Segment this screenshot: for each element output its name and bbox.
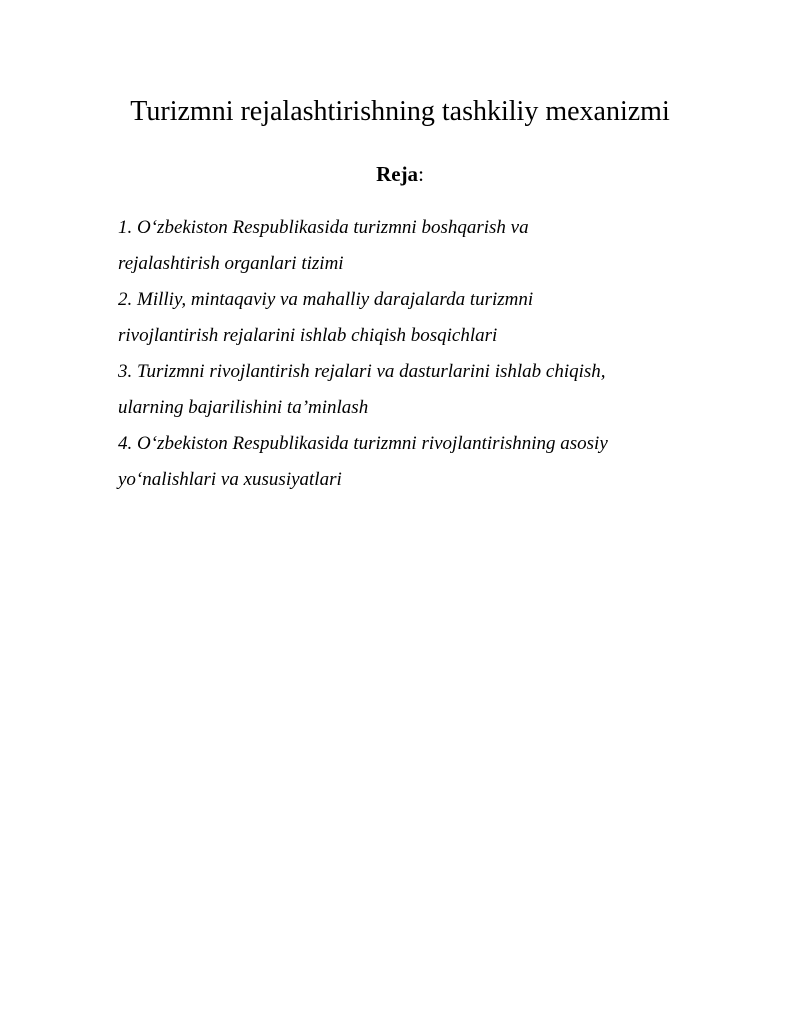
document-title: Turizmni rejalashtirishning tashkiliy mexanizmi (130, 96, 670, 127)
plan-item-line: 4. O‘zbekiston Respublikasida turizmni rivojlantirishning asosiy (118, 433, 608, 454)
plan-label: Reja (376, 162, 419, 186)
plan-item-line: rejalashtirish organlari tizimi (118, 253, 344, 274)
plan-heading (0, 158, 800, 190)
plan-item (118, 282, 678, 354)
plan-item-line: yo‘nalishlari va xususiyatlari (118, 469, 342, 490)
plan-item-line: 1. O‘zbekiston Respublikasida turizmni boshqarish va (118, 217, 529, 238)
plan-item-line: ularning bajarilishini ta’minlash (118, 397, 369, 418)
plan-item-line: 3. Turizmni rivojlantirish rejalari va dasturlarini ishlab chiqish, (118, 361, 606, 382)
plan-list (118, 210, 678, 498)
plan-item-line: rivojlantirish rejalarini ishlab chiqish bosqichlari (118, 325, 498, 346)
plan-item (118, 210, 678, 282)
plan-item (118, 354, 678, 426)
plan-item (118, 426, 678, 498)
plan-item-line: 2. Milliy, mintaqaviy va mahalliy darajalarda turizmni (118, 289, 534, 310)
plan-colon: : (418, 162, 424, 186)
